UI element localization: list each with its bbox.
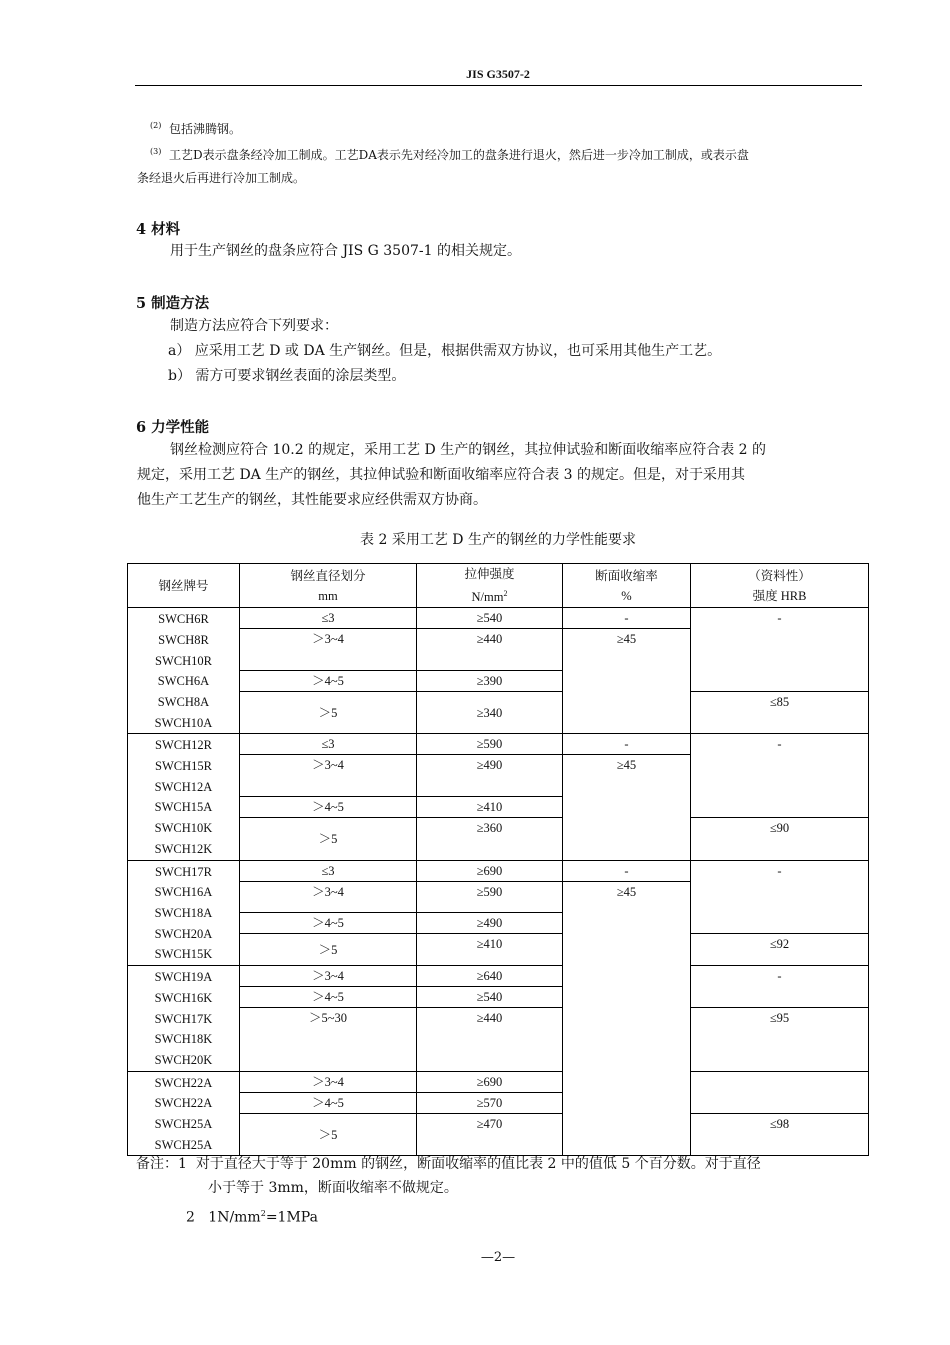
tensile-unit-text: N/mm xyxy=(471,590,504,605)
grade-cell xyxy=(128,966,240,1072)
grade: SWCH18A xyxy=(154,906,213,920)
grade-cell xyxy=(128,608,240,734)
footnote-2 xyxy=(150,118,241,137)
running-header: JIS G3507-2 xyxy=(466,67,530,81)
tensile-cell: ≥340 xyxy=(417,692,563,734)
tensile-cell: ≥360 xyxy=(417,818,563,860)
reduction-cell: - xyxy=(563,608,691,629)
grade: SWCH15A xyxy=(154,800,213,815)
grade: SWCH17R xyxy=(155,864,212,879)
footnote-mark: (2) xyxy=(150,121,162,130)
reduction-cell: ≥45 xyxy=(563,755,691,860)
grade: SWCH22A xyxy=(154,1096,213,1111)
table-row xyxy=(128,1113,869,1135)
tensile-cell: ≥640 xyxy=(417,966,563,987)
tensile-cell: ≥540 xyxy=(417,987,563,1008)
tensile-cell: ≥410 xyxy=(417,934,563,966)
footnote-3 xyxy=(150,144,862,163)
hardness-cell: ≤98 xyxy=(691,1113,869,1156)
grade-cell xyxy=(128,1071,240,1156)
diameter-cell: ＞4~5 xyxy=(240,913,417,934)
section-5-heading: 5 制造方法 xyxy=(136,295,210,312)
diameter-cell: ≤3 xyxy=(240,734,417,755)
grade: SWCH25A xyxy=(154,1137,213,1152)
footnote-text: 包括沸腾钢。 xyxy=(168,122,241,136)
table-row xyxy=(128,818,869,839)
tensile-cell: ≥440 xyxy=(417,629,563,671)
header-reduction-label: 断面收缩率 xyxy=(595,568,658,583)
section-6-heading: 6 力学性能 xyxy=(136,419,210,436)
reduction-cell: - xyxy=(563,860,691,881)
diameter-cell: ＞3~4 xyxy=(240,755,417,797)
grade: SWCH10K xyxy=(154,821,213,836)
note-1 xyxy=(136,1153,761,1175)
tensile-cell: ≥570 xyxy=(417,1092,563,1113)
table-row xyxy=(128,692,869,713)
diameter-cell: ＞5~30 xyxy=(240,1008,417,1072)
footnote-mark: (3) xyxy=(150,147,162,156)
grade: SWCH12K xyxy=(154,841,213,856)
tensile-cell: ≥440 xyxy=(417,1008,563,1072)
table-row xyxy=(128,1071,869,1092)
header-reduction xyxy=(563,564,691,608)
header-hardness-unit: 强度 HRB xyxy=(752,588,807,603)
diameter-cell: ＞5 xyxy=(240,934,417,966)
section-6-line-3: 他生产工艺生产的钢丝，其性能要求应经供需双方协商。 xyxy=(137,492,487,508)
grade: SWCH8R xyxy=(158,632,209,647)
table-row xyxy=(128,934,869,945)
tensile-cell: ≥540 xyxy=(417,608,563,629)
diameter-cell: ＞4~5 xyxy=(240,1092,417,1113)
hardness-cell: ≤85 xyxy=(691,692,869,734)
diameter-cell: ＞5 xyxy=(240,692,417,734)
grade: SWCH20K xyxy=(154,1052,213,1067)
grade: SWCH22A xyxy=(154,1075,213,1090)
grade: SWCH12A xyxy=(154,779,213,794)
grade: SWCH20A xyxy=(154,926,213,941)
grade: SWCH6A xyxy=(157,674,210,689)
diameter-cell: ＞4~5 xyxy=(240,797,417,818)
diameter-cell: ＞4~5 xyxy=(240,987,417,1008)
section-5-item-a: a） 应采用工艺 D 或 DA 生产钢丝。但是，根据供需双方协议，也可采用其他生产工艺。 xyxy=(168,343,722,359)
section-5-intro: 制造方法应符合下列要求： xyxy=(170,318,338,334)
table-row xyxy=(128,860,869,881)
hardness-cell: ≤95 xyxy=(691,1008,869,1072)
grade: SWCH25A xyxy=(154,1117,213,1132)
reduction-cell: ≥45 xyxy=(563,881,691,1156)
reduction-cell: - xyxy=(563,734,691,755)
grade: SWCH10A xyxy=(154,715,213,730)
grade: SWCH17K xyxy=(154,1011,213,1026)
tensile-cell: ≥470 xyxy=(417,1113,563,1156)
table-row xyxy=(128,1008,869,1051)
header-hardness-label: （资料性） xyxy=(748,568,811,583)
tensile-cell: ≥390 xyxy=(417,671,563,692)
hardness-cell: - xyxy=(691,608,869,692)
footnote-text: 工艺D表示盘条经冷加工制成。工艺DA表示先对经冷加工的盘条进行退火，然后进一步冷加工制成，或表示盘 xyxy=(168,148,749,162)
tensile-cell: ≥590 xyxy=(417,881,563,913)
diameter-cell: ＞4~5 xyxy=(240,671,417,692)
note-label: 备注：1 xyxy=(136,1156,187,1172)
mechanical-properties-table xyxy=(127,563,869,1156)
diameter-cell: ≤3 xyxy=(240,608,417,629)
tensile-cell: ≥690 xyxy=(417,860,563,881)
header-tensile-unit: $N/mm^2$ xyxy=(471,589,508,605)
table-row xyxy=(128,734,869,755)
footnote-3-cont: 条经退火后再进行冷加工制成。 xyxy=(137,171,306,185)
header-hardness xyxy=(691,564,869,608)
note-1-cont: 小于等于 3mm，断面收缩率不做规定。 xyxy=(208,1180,458,1196)
grade: SWCH19A xyxy=(154,970,213,985)
grade: SWCH16K xyxy=(154,990,213,1005)
tensile-cell: ≥690 xyxy=(417,1071,563,1092)
grade: SWCH18K xyxy=(154,1032,213,1047)
grade: SWCH8A xyxy=(157,694,210,709)
header-rule xyxy=(135,85,862,86)
reduction-cell: ≥45 xyxy=(563,629,691,734)
tensile-cell: ≥490 xyxy=(417,755,563,797)
section-6-line-1: 钢丝检测应符合 10.2 的规定，采用工艺 D 生产的钢丝，其拉伸试验和断面收缩率应符合表 2 的 xyxy=(170,442,767,458)
grade: SWCH16A xyxy=(154,885,213,900)
hardness-cell: - xyxy=(691,966,869,1008)
header-diameter-unit: mm xyxy=(318,588,338,603)
diameter-cell: ＞5 xyxy=(240,1113,417,1156)
table-header-row xyxy=(128,564,869,608)
table-row xyxy=(128,966,869,987)
note-2-text: 1N/mm xyxy=(208,1209,261,1226)
header-diameter-label: 钢丝直径划分 xyxy=(290,568,366,583)
header-tensile-label: 拉伸强度 xyxy=(464,567,515,581)
grade-cell xyxy=(128,734,240,860)
tensile-cell: ≥490 xyxy=(417,913,563,934)
grade: SWCH6R xyxy=(158,612,209,627)
grade: SWCH15R xyxy=(155,759,212,774)
grade: SWCH10R xyxy=(155,653,212,668)
diameter-cell: ＞3~4 xyxy=(240,1071,417,1092)
table-caption: 表 2 采用工艺 D 生产的钢丝的力学性能要求 xyxy=(360,532,636,548)
hardness-cell: ≤92 xyxy=(691,934,869,966)
hardness-cell: - xyxy=(691,734,869,818)
section-6-line-2: 规定，采用工艺 DA 生产的钢丝，其拉伸试验和断面收缩率应符合表 3 的规定。但是，对于采用其 xyxy=(137,467,746,483)
note-2-number: 2 xyxy=(186,1209,195,1226)
note-2-tail: =1MPa xyxy=(265,1209,318,1226)
diameter-cell: ＞5 xyxy=(240,818,417,860)
page-number: —2— xyxy=(480,1250,516,1265)
section-4-text: 用于生产钢丝的盘条应符合 JIS G 3507-1 的相关规定。 xyxy=(170,243,521,259)
header-diameter xyxy=(240,564,417,608)
grade: SWCH12R xyxy=(155,738,212,753)
table-row xyxy=(128,608,869,629)
header-grade: 钢丝牌号 xyxy=(128,564,240,608)
hardness-cell: ≤90 xyxy=(691,818,869,860)
grade: SWCH15K xyxy=(154,947,213,962)
section-5-item-b: b） 需方可要求钢丝表面的涂层类型。 xyxy=(168,368,406,384)
note-2: 2 $1N/mm^2=1MPa$ xyxy=(186,1209,318,1226)
note-1-text: 对于直径大于等于 20mm 的钢丝，断面收缩率的值比表 2 中的值低 5 个百分数。对于直径 xyxy=(195,1156,761,1172)
hardness-cell: - xyxy=(691,860,869,934)
hardness-cell xyxy=(691,1071,869,1113)
section-4-heading: 4 材料 xyxy=(136,221,181,238)
diameter-cell: ＞3~4 xyxy=(240,881,417,913)
tensile-cell: ≥590 xyxy=(417,734,563,755)
diameter-cell: ≤3 xyxy=(240,860,417,881)
diameter-cell: ＞3~4 xyxy=(240,629,417,671)
diameter-cell: ＞3~4 xyxy=(240,966,417,987)
grade-cell xyxy=(128,860,240,966)
header-reduction-unit: % xyxy=(621,588,632,603)
header-tensile xyxy=(417,564,563,608)
tensile-cell: ≥410 xyxy=(417,797,563,818)
